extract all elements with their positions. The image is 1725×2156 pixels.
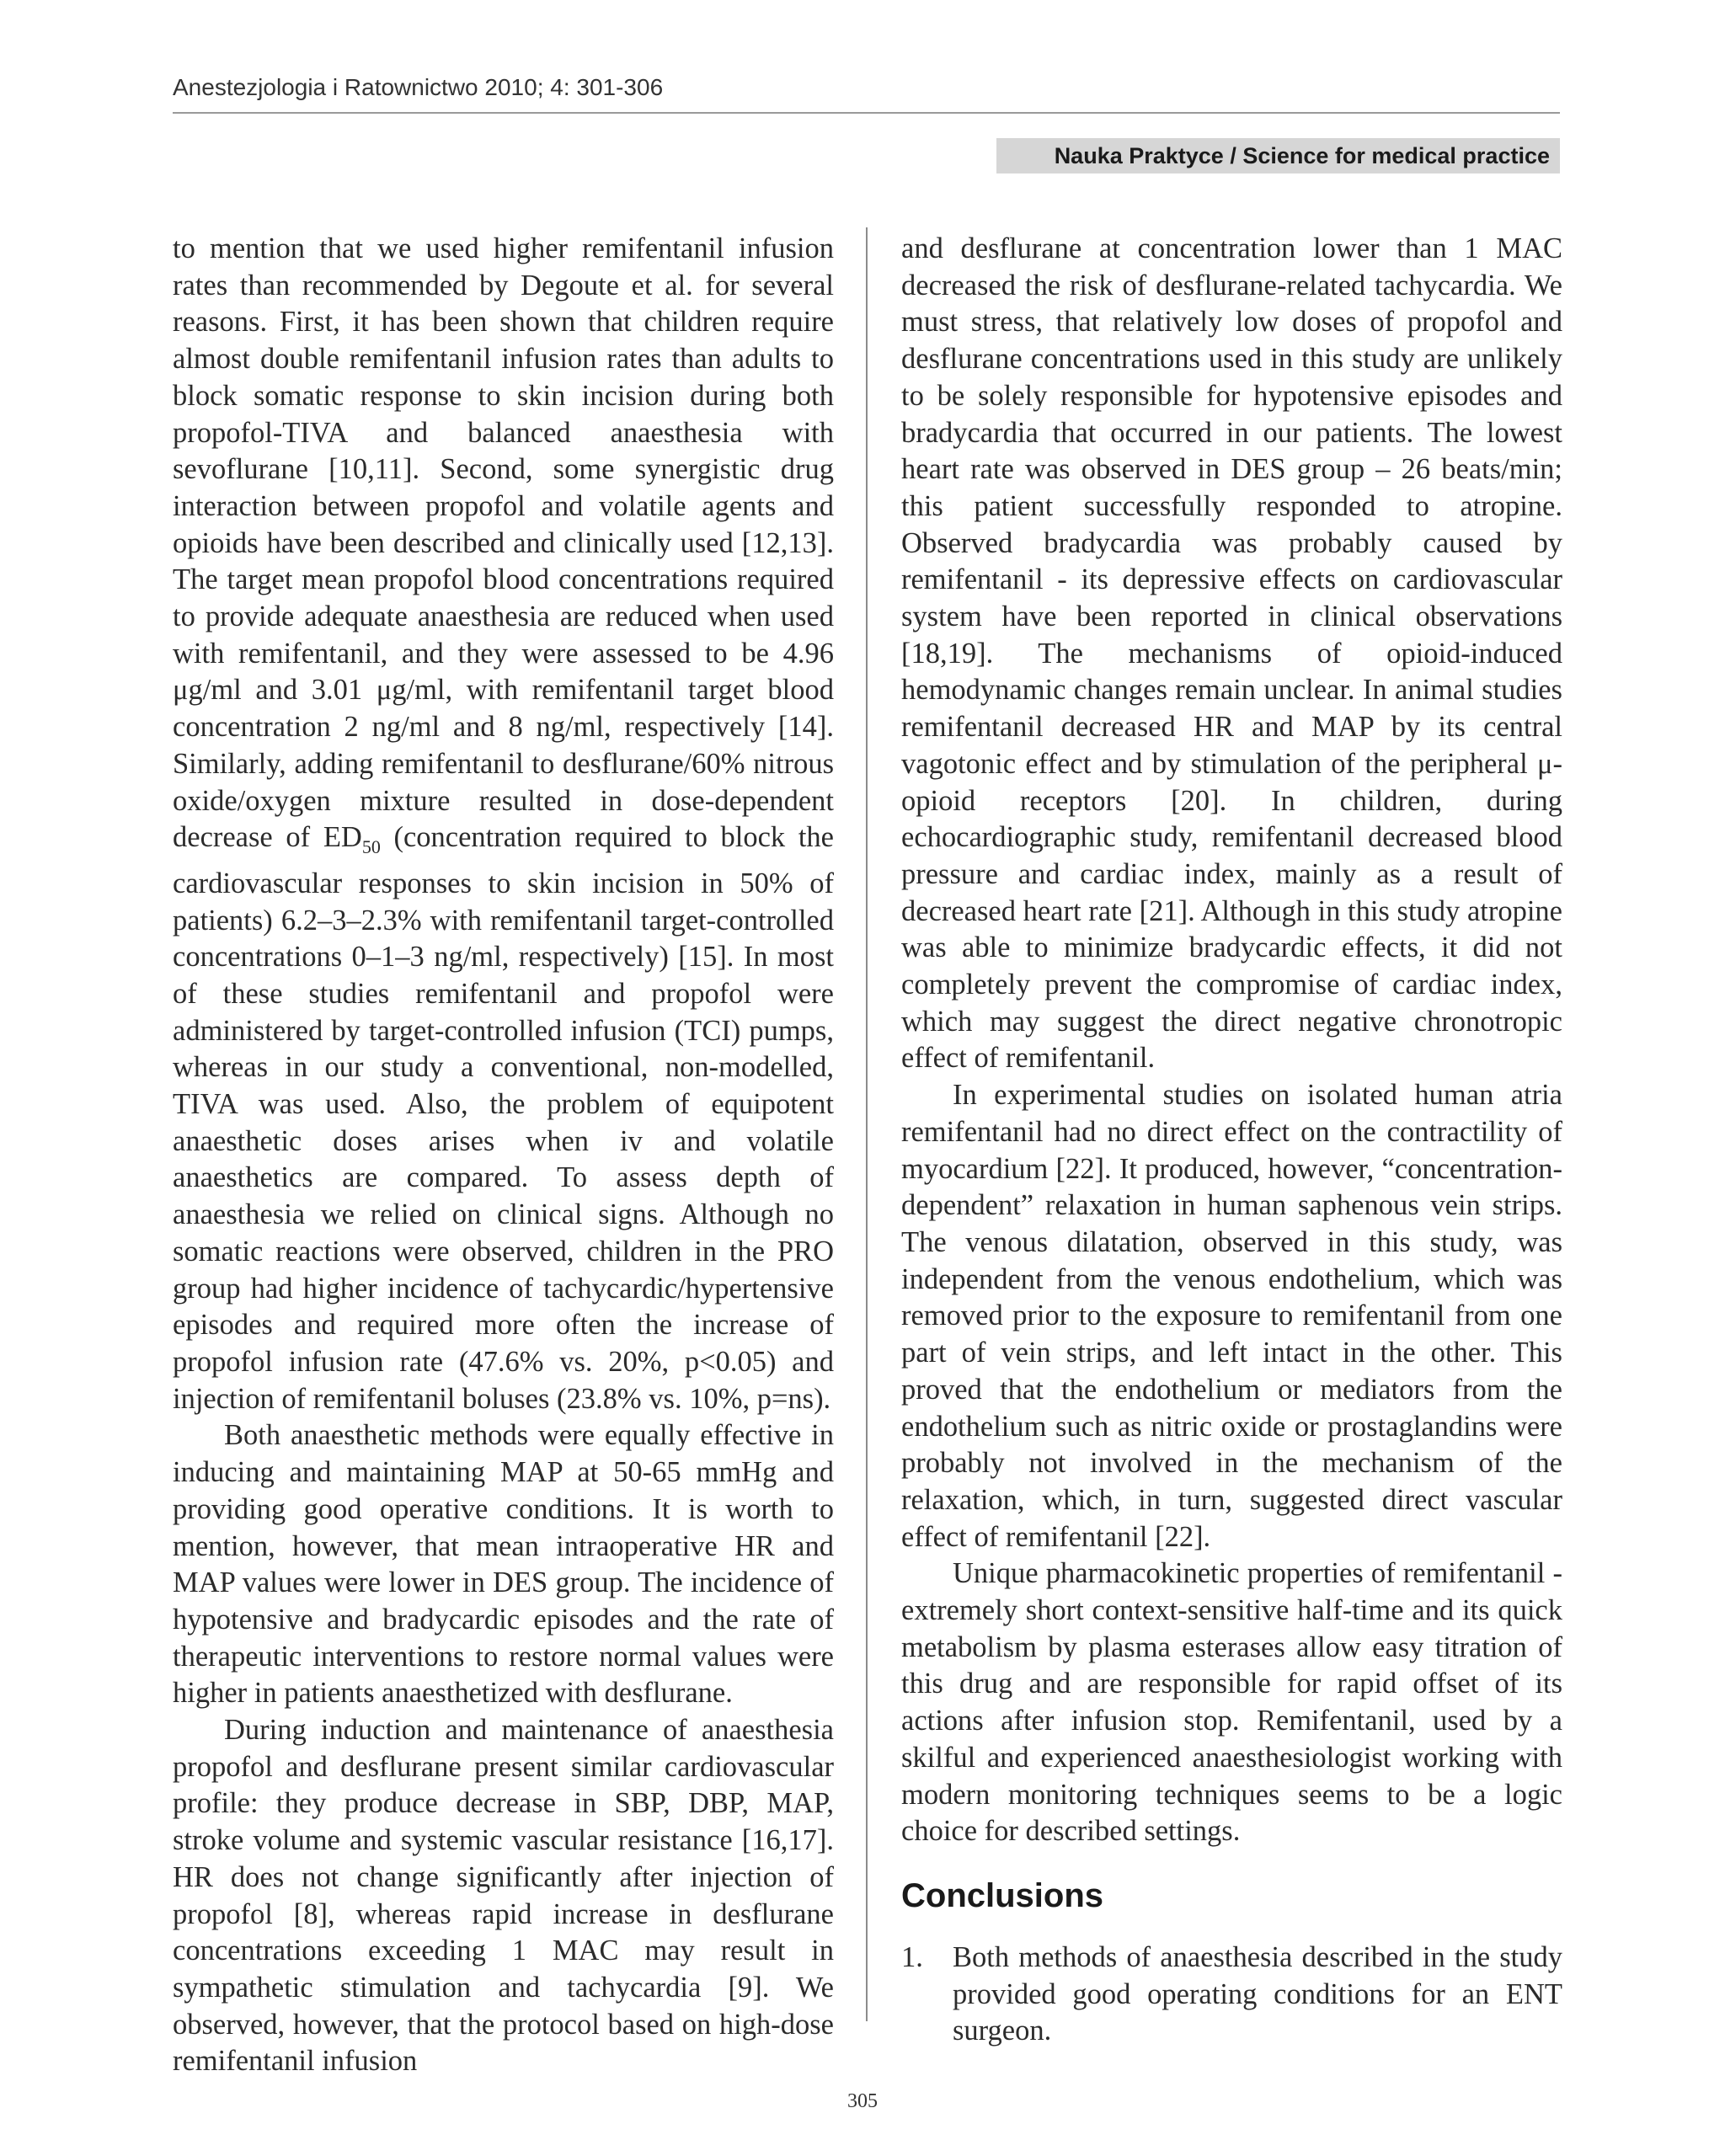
right-column [901, 231, 1562, 2050]
journal-citation: Anestezjologia i Ratownictwo 2010; 4: 301-306 [173, 74, 664, 100]
conclusion-number: 1. [901, 1940, 923, 1973]
column-divider [866, 227, 868, 2021]
conclusion-item [901, 1940, 1562, 2050]
left-paragraph-1-continued: (concentration required to block the cardiovascular responses to skin incision in 50% of patients) 6.2–3–2.3% with remifentanil target-controlled concentrations 0–1–3 ng/ml, respectively) [15]. In most of these studies remifentanil and propofol were administered by target-controlled infusion (TCI) pumps, whereas in our study a conventional, non-modelled, TIVA was used. Also, the problem of equipotent anaesthetic doses arises when iv and volatile anaesthetics are compared. To assess depth of anaesthesia we relied on clinical signs. Although no somatic reactions were observed, children in the PRO group had higher incidence of tachycardic/hypertensive episodes and required more often the increase of propofol infusion rate (47.6% vs. 20%, p<0.05) and injection of remifentanil boluses (23.8% vs. 10%, p=ns). [173, 821, 834, 1415]
left-paragraph-1 [173, 231, 834, 1417]
right-paragraph-1: and desflurane at concentration lower than 1 MAC decreased the risk of desflurane-related tachycardia. We must stress, that relatively low doses of propofol and desflurane concentrations used in this study are unlikely to be solely responsible for hypotensive episodes and bradycardia that occurred in our patients. The lowest heart rate was observed in DES group – 26 beats/min; this patient successfully responded to atropine. Observed bradycardia was probably caused by remifentanil - its depressive effects on cardiovascular system have been reported in clinical observations [18,19]. The mechanisms of opioid-induced hemodynamic changes remain unclear. In animal studies remifentanil decreased HR and MAP by its central vagotonic effect and by stimulation of the peripheral μ-opioid receptors [20]. In children, during echocardiographic study, remifentanil decreased blood pressure and cardiac index, mainly as a result of decreased heart rate [21]. Although in this study atropine was able to minimize bradycardic effects, it did not completely prevent the compromise of cardiac index, which may suggest the direct negative chronotropic effect of remifentanil. [901, 232, 1562, 1075]
section-label: Nauka Praktyce / Science for medical practice [996, 138, 1560, 173]
left-paragraph-3: During induction and maintenance of anaesthesia propofol and desflurane present similar cardiovascular profile: they produce decrease in SBP, DBP, MAP, stroke volume and systemic vascular resistance [16,17]. HR does not change significantly after injection of propofol [8], whereas rapid increase in desflurane concentrations exceeding 1 MAC may result in sympathetic stimulation and tachycardia [9]. We observed, however, that the protocol based on high-dose remifentanil infusion [173, 1714, 834, 2078]
ed50-subscript: 50 [361, 836, 381, 858]
right-paragraph-3: Unique pharmacokinetic properties of remifentanil - extremely short context-sensitive half-time and its quick metabolism by plasma esterases allow easy titration of this drug and are responsible for rapid offset of its actions after infusion stop. Remifentanil, used by a skilful and experienced anaesthesiologist working with modern monitoring techniques seems to be a logic choice for described settings. [901, 1557, 1562, 1848]
right-paragraph-2: In experimental studies on isolated human atria remifentanil had no direct effect on the contractility of myocardium [22]. It produced, however, “concentration-dependent” relaxation in human saphenous vein strips. The venous dilatation, observed in this study, was independent from the venous endothelium, which was removed prior to the exposure to remifentanil from one part of vein strips, and left intact in the other. This proved that the endothelium or mediators from the endothelium such as nitric oxide or prostaglandins were probably not involved in the mechanism of the relaxation, which, in turn, suggested direct vascular effect of remifentanil [22]. [901, 1079, 1562, 1553]
left-column [173, 231, 834, 2080]
page-number: 305 [847, 2090, 878, 2112]
left-paragraph-2: Both anaesthetic methods were equally effective in inducing and maintaining MAP at 50-65 mmHg and providing good operative conditions. It is worth to mention, however, that mean intraoperative HR and MAP values were lower in DES group. The incidence of hypotensive and bradycardic episodes and the rate of therapeutic interventions to restore normal values were higher in patients anaesthetized with desflurane. [173, 1419, 834, 1710]
header-rule [173, 112, 1560, 114]
conclusion-text: Both methods of anaesthesia described in the study provided good operating conditions for an ENT surgeon. [953, 1940, 1562, 2047]
conclusions-heading: Conclusions [901, 1876, 1104, 1914]
left-paragraph-1-text: to mention that we used higher remifentanil infusion rates than recommended by Degoute et al. for several reasons. First, it has been shown that children require almost double remifentanil infusion rates than adults to block somatic response to skin incision during both propofol-TIVA and balanced anaesthesia with sevoflurane [10,11]. Second, some synergistic drug interaction between propofol and volatile agents and opioids have been described and clinically used [12,13]. The target mean propofol blood concentrations required to provide adequate anaesthesia are reduced when used with remifentanil, and they were assessed to be 4.96 μg/ml and 3.01 μg/ml, with remifentanil target blood concentration 2 ng/ml and 8 ng/ml, respectively [14]. Similarly, adding remifentanil to desflurane/60% nitrous oxide/oxygen mixture resulted in dose-dependent decrease of ED [173, 232, 834, 854]
conclusions-list [901, 1940, 1562, 2050]
